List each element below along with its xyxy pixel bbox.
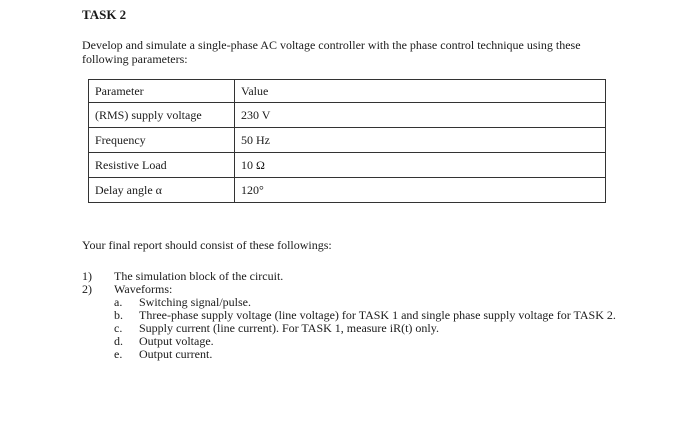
header-value: Value <box>235 80 606 103</box>
list-number: 2) <box>82 282 92 296</box>
sub-list-item <box>80 348 640 361</box>
table-row <box>89 128 606 153</box>
sub-letter: b. <box>114 308 123 322</box>
sub-letter: d. <box>114 334 123 348</box>
list-text: The simulation block of the circuit. <box>114 269 284 283</box>
task-title: TASK 2 <box>82 7 127 22</box>
value-cell: 10 Ω <box>235 153 606 178</box>
sub-text: Switching signal/pulse. <box>139 295 251 309</box>
sub-letter: e. <box>114 347 123 361</box>
report-instructions: Your final report should consist of these followings: <box>82 238 332 252</box>
sub-letter: c. <box>114 321 123 335</box>
table-header-row <box>89 80 606 103</box>
list-text: Waveforms: <box>114 282 173 296</box>
report-list <box>80 270 640 361</box>
parameter-cell: Delay angle α <box>89 178 235 203</box>
value-cell: 120° <box>235 178 606 203</box>
parameter-cell: (RMS) supply voltage <box>89 103 235 128</box>
table-row <box>89 153 606 178</box>
value-cell: 230 V <box>235 103 606 128</box>
table-row <box>89 103 606 128</box>
sub-letter: a. <box>114 295 123 309</box>
parameter-cell: Resistive Load <box>89 153 235 178</box>
task-description: Develop and simulate a single-phase AC voltage controller with the phase control technique using these following parameters: <box>82 38 581 66</box>
table-row <box>89 178 606 203</box>
parameters-table <box>88 79 606 203</box>
parameter-cell: Frequency <box>89 128 235 153</box>
list-number: 1) <box>82 269 92 283</box>
sub-text: Output current. <box>139 347 213 361</box>
header-parameter: Parameter <box>89 80 235 103</box>
sub-text: Output voltage. <box>139 334 214 348</box>
sub-text: Supply current (line current). For TASK 1, measure iR(t) only. <box>139 321 439 335</box>
value-cell: 50 Hz <box>235 128 606 153</box>
sub-text: Three-phase supply voltage (line voltage) for TASK 1 and single phase supply voltage for TASK 2. <box>139 308 616 322</box>
